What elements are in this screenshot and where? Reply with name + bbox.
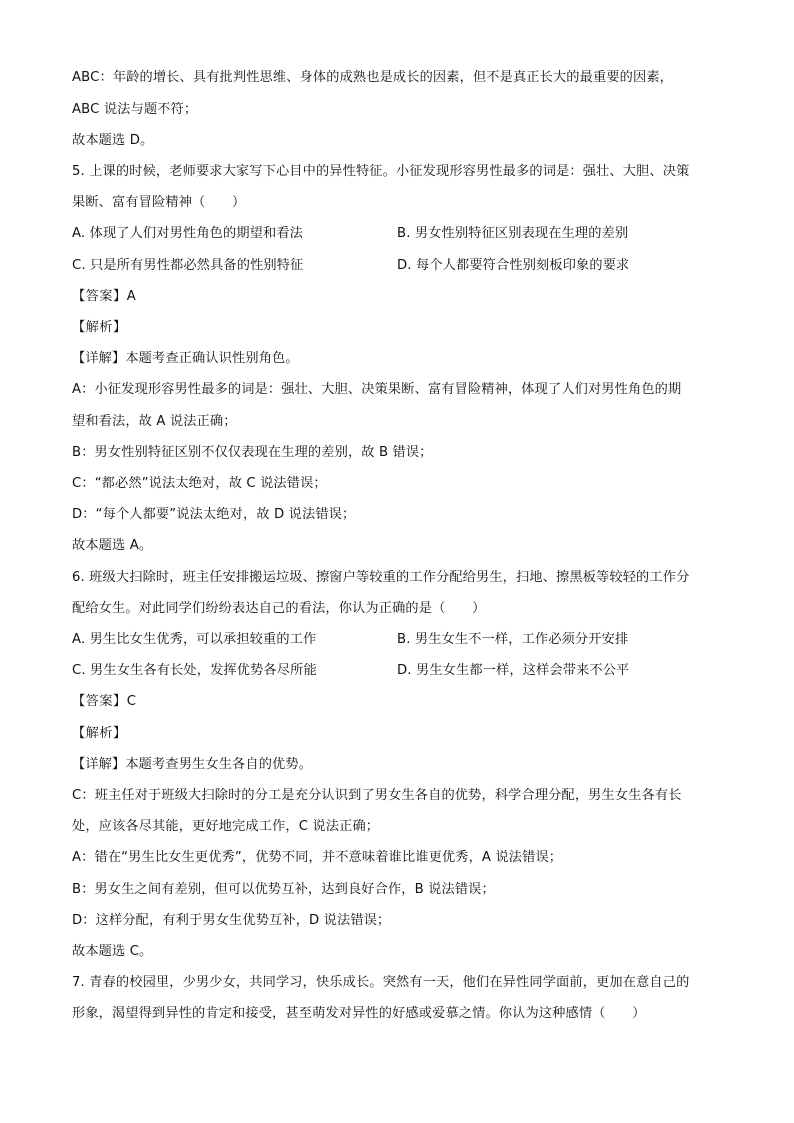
text-line: ABC 说法与题不符； (72, 102, 198, 117)
text-line: 处，应该各尽其能，更好地完成工作，C 说法正确； (72, 819, 380, 834)
text-line: A：小征发现形容男性最多的词是：强壮、大胆、决策果断、富有冒险精神，体现了人们对男性角色的期 (72, 382, 682, 397)
question-5-option-a: A. 体现了人们对男性角色的期望和看法 (72, 226, 304, 241)
question-5-option-b: B. 男女性别特征区别表现在生理的差别 (397, 226, 629, 241)
text-line: A：错在“男生比女生更优秀”，优势不同，并不意味着谁比谁更优秀，A 说法错误； (72, 850, 563, 865)
question-6-stem: 配给女生。对此同学们纷纷表达自己的看法，你认为正确的是（ ） (72, 601, 486, 616)
text-line: 故本题选 C。 (72, 944, 153, 959)
answer-label: 【答案】C (72, 694, 137, 709)
text-line: 望和看法，故 A 说法正确； (72, 414, 237, 429)
text-line: C：班主任对于班级大扫除时的分工是充分认识到了男女生各自的优势，科学合理分配，男生女生各有长 (72, 788, 682, 803)
question-6-option-d: D. 男生女生都一样，这样会带来不公平 (397, 663, 630, 678)
question-6-option-c: C. 男生女生各有长处，发挥优势各尽所能 (72, 663, 317, 678)
text-line: B：男女性别特征区别不仅仅表现在生理的差别，故 B 错误； (72, 445, 433, 460)
question-6-option-a: A. 男生比女生优秀，可以承担较重的工作 (72, 632, 317, 647)
text-line: B：男女生之间有差别，但可以优势互补，达到良好合作，B 说法错误； (72, 882, 495, 897)
question-6-stem: 6. 班级大扫除时，班主任安排搬运垃圾、擦窗户等较重的工作分配给男生，扫地、擦黑板等较轻的工作分 (72, 570, 690, 585)
question-5-option-d: D. 每个人都要符合性别刻板印象的要求 (397, 258, 630, 273)
text-line: C：“都必然”说法太绝对，故 C 说法错误； (72, 476, 327, 491)
question-5-stem: 果断、富有冒险精神（ ） (72, 195, 246, 210)
question-5-option-c: C. 只是所有男性都必然具备的性别特征 (72, 258, 304, 273)
text-line: 故本题选 D。 (72, 133, 154, 148)
text-line: ABC：年龄的增长、具有批判性思维、身体的成熟也是成长的因素，但不是真正长大的最重要的因素， (72, 70, 674, 85)
detail-heading: 【详解】本题考查正确认识性别角色。 (72, 351, 299, 366)
question-7-stem: 7. 青春的校园里，少男少女，共同学习，快乐成长。突然有一天，他们在异性同学面前，更加在意自己的 (72, 975, 690, 990)
question-7-stem: 形象，渴望得到异性的肯定和接受，甚至萌发对异性的好感或爱慕之情。你认为这种感情（ ） (72, 1006, 646, 1021)
text-line: D：“每个人都要”说法太绝对，故 D 说法错误； (72, 507, 356, 522)
answer-label: 【答案】A (72, 289, 137, 304)
text-line: D：这样分配，有利于男女生优势互补，D 说法错误； (72, 913, 391, 928)
question-6-option-b: B. 男生女生不一样，工作必须分开安排 (397, 632, 629, 647)
detail-heading: 【详解】本题考查男生女生各自的优势。 (72, 757, 313, 772)
question-5-stem: 5. 上课的时候，老师要求大家写下心目中的异性特征。小征发现形容男性最多的词是：强壮、大胆、决策 (72, 164, 690, 179)
analysis-label: 【解析】 (72, 726, 127, 741)
text-line: 故本题选 A。 (72, 538, 153, 553)
analysis-label: 【解析】 (72, 320, 127, 335)
